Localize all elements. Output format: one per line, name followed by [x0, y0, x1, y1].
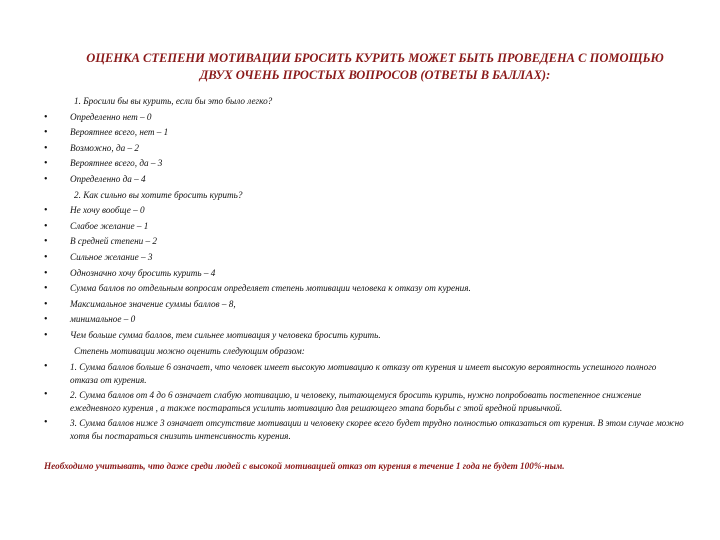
bullet-icon: • [44, 267, 48, 279]
list-item [0, 297, 720, 313]
scoring-text: минимальное – 0 [70, 314, 136, 325]
list-item [0, 281, 720, 297]
bullet-icon: • [44, 142, 48, 154]
slide-title: ОЦЕНКА СТЕПЕНИ МОТИВАЦИИ БРОСИТЬ КУРИТЬ МОЖЕТ БЫТЬ ПРОВЕДЕНА С ПОМОЩЬЮ ДВУХ ОЧЕНЬ ПРОСТЫХ ВОПРОСОВ (ОТВЕТЫ В БАЛЛАХ): [86, 51, 664, 82]
list-item [0, 203, 720, 219]
list-item [0, 110, 720, 126]
question-1-row [0, 94, 720, 110]
list-item [0, 172, 720, 188]
bullet-icon: • [44, 205, 48, 217]
bullet-icon: • [44, 158, 48, 170]
assessment-text: 2. Сумма баллов от 4 до 6 означает слабую мотивацию, и человеку, пытающемуся бросить курить, нужно попробовать постепенное снижение ежедневного курения , а также постараться усилить мотивацию для решающего этапа борьбы с этой вредной привычкой. [70, 390, 642, 413]
bullet-icon: • [44, 220, 48, 232]
question-2: 2. Как сильно вы хотите бросить курить? [74, 189, 243, 200]
bullet-icon: • [44, 314, 48, 326]
question-1: 1. Бросили бы вы курить, если бы это было легко? [74, 96, 273, 106]
answer-text: Возможно, да – 2 [70, 142, 139, 153]
answer-text: В средней степени – 2 [70, 236, 157, 247]
assessment-text: 1. Сумма баллов больше 6 означает, что человек имеет высокую мотивацию к отказу от курения и имеет высокую вероятность успешного полного отказа от курения. [70, 362, 657, 385]
answer-text: Сильное желание – 3 [70, 251, 153, 262]
bullet-icon: • [44, 298, 48, 310]
answer-text: Определенно нет – 0 [70, 111, 152, 122]
bullet-icon: • [44, 417, 48, 429]
list-item [0, 219, 720, 235]
bullet-icon: • [44, 251, 48, 263]
bullet-icon: • [44, 111, 48, 123]
list-item [0, 156, 720, 172]
answer-text: Определенно да – 4 [70, 173, 146, 184]
list-item [0, 234, 720, 250]
answer-text: Вероятнее всего, нет – 1 [70, 127, 169, 138]
scoring-text: Чем больше сумма баллов, тем сильнее мотивация у человека бросить курить. [70, 329, 381, 340]
list-item [0, 141, 720, 157]
assessment-intro: Степень мотивации можно оценить следующим образом: [74, 345, 305, 356]
bullet-icon: • [44, 329, 48, 341]
bullet-icon: • [44, 173, 48, 185]
bullet-icon: • [44, 127, 48, 139]
question-2-row [0, 188, 720, 204]
answer-text: Слабое желание – 1 [70, 220, 149, 231]
scoring-text: Максимальное значение суммы баллов – 8, [70, 298, 236, 309]
assessment-text: 3. Сумма баллов ниже 3 означает отсутствие мотивации и человеку скорее всего будет трудно полностью отказаться от курения. В этом случае можно хотя бы постараться снизить интенсивность курения. [70, 418, 684, 441]
slide-body [0, 94, 720, 443]
bullet-icon: • [44, 389, 48, 401]
list-item [0, 312, 720, 328]
list-item [0, 387, 720, 415]
bullet-icon: • [44, 236, 48, 248]
list-item [0, 266, 720, 282]
footnote: Необходимо учитывать, что даже среди людей с высокой мотивацией отказ от курения в течение 1 года не будет 100%-ным. [44, 461, 565, 471]
answer-text: Вероятнее всего, да – 3 [70, 158, 163, 169]
list-item [0, 359, 720, 387]
list-item [0, 125, 720, 141]
answer-text: Не хочу вообще – 0 [70, 205, 145, 216]
bullet-icon: • [44, 361, 48, 373]
assessment-intro-row [0, 344, 720, 360]
scoring-text: Сумма баллов по отдельным вопросам определяет степень мотивации человека к отказу от курения. [70, 283, 471, 294]
answer-text: Однозначно хочу бросить курить – 4 [70, 267, 216, 278]
list-item [0, 328, 720, 344]
bullet-icon: • [44, 283, 48, 295]
list-item [0, 415, 720, 443]
list-item [0, 250, 720, 266]
